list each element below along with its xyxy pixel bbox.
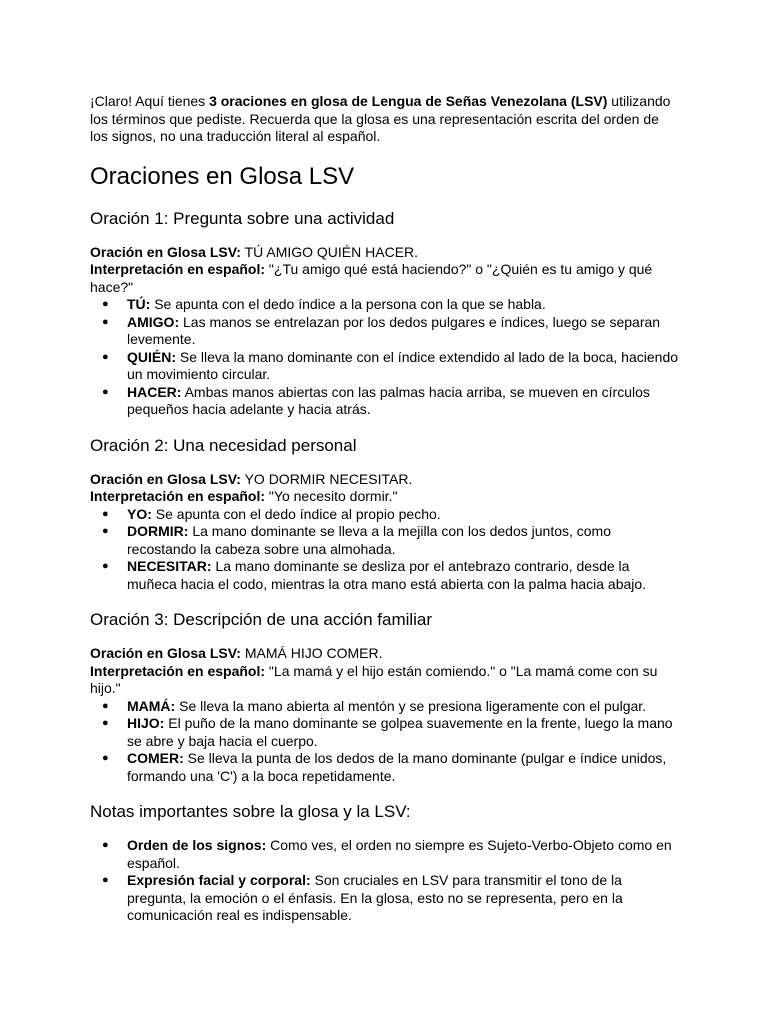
sign-description: Se apunta con el dedo índice a la persona con la que se habla.: [150, 296, 546, 312]
sign-list: [90, 506, 678, 594]
gloss-line: [90, 244, 678, 262]
sign-term: COMER:: [127, 750, 184, 766]
intro-bold: 3 oraciones en glosa de Lengua de Señas Venezolana (LSV): [209, 93, 608, 109]
sign-term: TÚ:: [127, 296, 151, 312]
sign-list: [90, 296, 678, 419]
list-item: [90, 750, 678, 785]
gloss-label: Oración en Glosa LSV:: [90, 243, 241, 260]
gloss-text: TÚ AMIGO QUIÉN HACER.: [240, 243, 419, 260]
gloss-line: [90, 471, 678, 489]
sign-term: QUIÉN:: [127, 348, 176, 365]
interpretation-line: [90, 663, 678, 698]
list-item: [90, 715, 678, 750]
gloss-label: Oración en Glosa LSV:: [90, 470, 241, 487]
list-item: [90, 314, 678, 349]
note-term: Orden de los signos:: [127, 837, 267, 853]
note-term: Expresión facial y corporal:: [127, 872, 311, 888]
section-heading: Oración 1: Pregunta sobre una actividad: [90, 208, 395, 228]
list-item: [90, 523, 678, 558]
sign-description: Ambas manos abiertas con las palmas hacia arriba, se mueven en círculos pequeños hacia adelante y hacia atrás.: [127, 383, 650, 417]
sentence-section-1: [90, 208, 678, 419]
list-item: [90, 506, 678, 524]
list-item: [90, 837, 678, 872]
gloss-text: MAMÁ HIJO COMER.: [240, 645, 383, 661]
interpretation-label: Interpretación en español:: [90, 261, 266, 277]
interpretation-text: "Yo necesito dormir.": [265, 488, 398, 504]
sign-description: El puño de la mano dominante se golpea suavemente en la frente, luego la mano se abre y baja hacia el cuerpo.: [127, 715, 673, 749]
list-item: [90, 384, 678, 419]
sentence-section-2: [90, 435, 678, 594]
sign-term: HIJO:: [127, 715, 165, 731]
sign-description: Se lleva la punta de los dedos de la mano dominante (pulgar e índice unidos, formando una 'C') a la boca repetidamente.: [127, 750, 667, 784]
sign-description: Se apunta con el dedo índice al propio pecho.: [151, 505, 441, 522]
gloss-label: Oración en Glosa LSV:: [90, 645, 241, 661]
interpretation-text: "La mamá y el hijo están comiendo." o "La mamá come con su hijo.": [90, 662, 658, 696]
sign-term: MAMÁ:: [127, 697, 176, 714]
intro-suffix: utilizando los términos que pediste. Recuerda que la glosa es una representación escrita del orden de los signos, no una traducción literal al español.: [90, 93, 671, 144]
note-description: Son cruciales en LSV para transmitir el tono de la pregunta, la emoción o el énfasis. En la glosa, esto no se representa, pero en la comunicación real es indispensable.: [127, 872, 623, 923]
sign-list: [90, 698, 678, 786]
interpretation-text: "¿Tu amigo qué está haciendo?" o "¿Quién es tu amigo y qué hace?": [90, 261, 653, 295]
sign-description: La mano dominante se desliza por el antebrazo contrario, desde la muñeca hacia el codo, mientras la otra mano está abierta con la palma hacia abajo.: [127, 558, 647, 592]
page-title: Oraciones en Glosa LSV: [90, 162, 355, 190]
interpretation-line: [90, 488, 678, 506]
note-description: Como ves, el orden no siempre es Sujeto-Verbo-Objeto como en español.: [127, 837, 672, 871]
notes-section: [90, 801, 678, 925]
interpretation-label: Interpretación en español:: [90, 488, 266, 504]
list-item: [90, 349, 678, 384]
sign-term: DORMIR:: [127, 523, 189, 539]
sign-term: YO:: [127, 505, 152, 522]
gloss-line: [90, 645, 678, 663]
section-heading: Oración 3: Descripción de una acción familiar: [90, 610, 433, 629]
list-item: [90, 872, 678, 925]
interpretation-line: [90, 261, 678, 296]
sign-description: Se lleva la mano abierta al mentón y se presiona ligeramente con el pulgar.: [175, 697, 647, 714]
gloss-text: YO DORMIR NECESITAR.: [240, 470, 413, 487]
sign-description: Se lleva la mano dominante con el índice extendido al lado de la boca, haciendo un movimiento circular.: [127, 348, 679, 382]
sign-term: HACER:: [127, 383, 182, 400]
list-item: [90, 698, 678, 716]
notes-heading: Notas importantes sobre la glosa y la LSV:: [90, 802, 411, 821]
sign-description: La mano dominante se lleva a la mejilla con los dedos juntos, como recostando la cabeza sobre una almohada.: [127, 523, 612, 557]
list-item: [90, 558, 678, 593]
list-item: [90, 296, 678, 314]
intro-prefix: ¡Claro! Aquí tienes: [90, 93, 210, 109]
section-heading: Oración 2: Una necesidad personal: [90, 435, 357, 455]
sentence-section-3: [90, 609, 678, 785]
notes-list: [90, 837, 678, 925]
sign-term: AMIGO:: [127, 313, 180, 330]
interpretation-label: Interpretación en español:: [90, 662, 266, 679]
sign-term: NECESITAR:: [127, 558, 212, 574]
intro-paragraph: [90, 93, 678, 146]
sign-description: Las manos se entrelazan por los dedos pulgares e índices, luego se separan levemente.: [127, 313, 661, 347]
